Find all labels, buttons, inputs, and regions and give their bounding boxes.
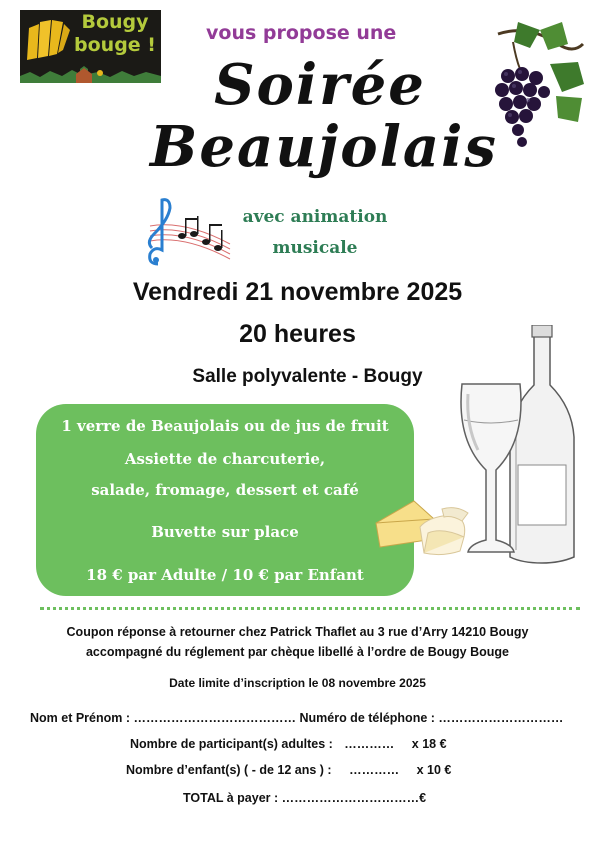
- offer-line-drink: 1 verre de Beaujolais ou de jus de fruit: [61, 417, 389, 435]
- offer-line-bar: Buvette sur place: [151, 523, 299, 541]
- total-unit: €: [419, 791, 427, 805]
- total-label: TOTAL à payer :: [183, 791, 279, 805]
- cheese-icon: [372, 497, 472, 559]
- logo-text: [70, 11, 160, 57]
- total-field[interactable]: ……………………………: [281, 791, 420, 805]
- offer-line-menu: salade, fromage, dessert et café: [91, 481, 359, 499]
- adults-label: Nombre de participant(s) adultes :: [130, 737, 333, 751]
- form-row-adults: [130, 737, 447, 751]
- event-date: Vendredi 21 novembre 2025: [132, 278, 463, 306]
- offer-line-plate: Assiette de charcuterie,: [124, 450, 326, 468]
- form-row-name: [30, 711, 563, 725]
- tagline: vous propose une: [206, 22, 397, 44]
- separator-dotted-line: [40, 607, 580, 610]
- coupon-line2: accompagné du réglement par chèque libellé à l’ordre de Bougy Bouge: [85, 645, 509, 659]
- event-venue: Salle polyvalente - Bougy: [192, 366, 423, 387]
- phone-field[interactable]: …………………………: [438, 711, 564, 725]
- children-price: x 10 €: [416, 763, 452, 777]
- page-title: [150, 52, 498, 180]
- logo-line1: Bougy: [81, 11, 149, 33]
- form-row-total: [183, 791, 426, 805]
- children-field[interactable]: …………: [349, 763, 400, 777]
- adults-price: x 18 €: [411, 737, 447, 751]
- coupon-deadline: Date limite d’inscription le 08 novembre 2025: [169, 676, 426, 690]
- offer-box: [36, 404, 414, 596]
- animation-line1: avec animation: [242, 207, 388, 227]
- adults-field[interactable]: …………: [344, 737, 395, 751]
- logo-leaf-icon: [23, 16, 71, 66]
- coupon-line1: Coupon réponse à retourner chez Patrick Thaflet au 3 rue d’Arry 14210 Bougy: [66, 625, 529, 639]
- logo-village-icon: [20, 64, 161, 83]
- logo-line2: bouge !: [74, 34, 156, 56]
- name-label: Nom et Prénom :: [30, 711, 131, 725]
- animation-subtitle: [215, 202, 415, 264]
- bougy-bouge-logo: [20, 10, 161, 83]
- title-line1: Soirée: [214, 52, 426, 118]
- animation-line2: musicale: [272, 238, 358, 258]
- form-row-children: [126, 763, 451, 777]
- name-field[interactable]: …………………………………: [133, 711, 296, 725]
- offer-line-price: 18 € par Adulte / 10 € par Enfant: [86, 566, 364, 584]
- title-line2: Beaujolais: [150, 114, 498, 180]
- children-label: Nombre d’enfant(s) ( - de 12 ans ) :: [126, 763, 332, 777]
- phone-label: Numéro de téléphone :: [299, 711, 435, 725]
- event-time: 20 heures: [239, 320, 356, 348]
